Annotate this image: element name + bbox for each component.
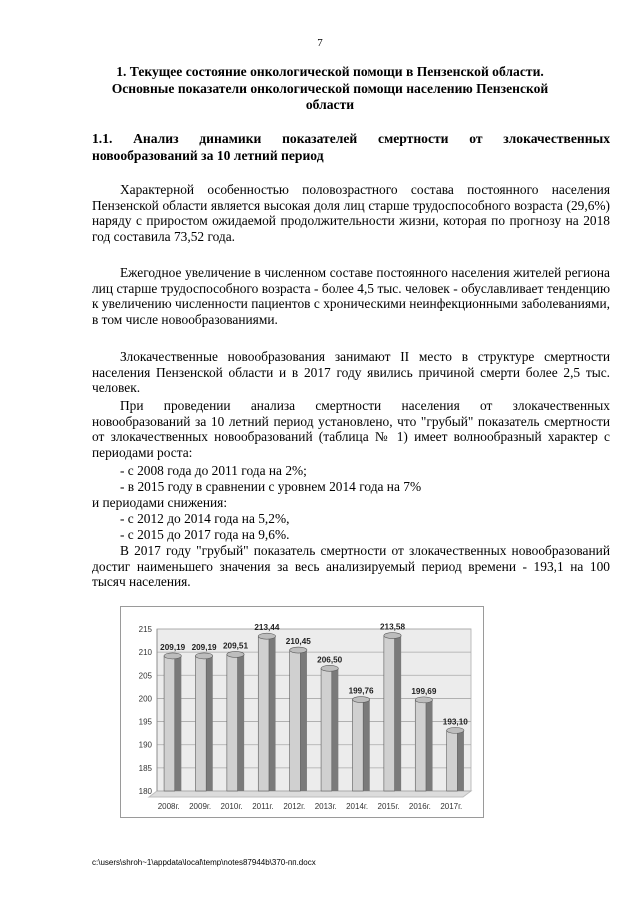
bar-shadow-face xyxy=(426,700,433,791)
bar-shadow-face xyxy=(269,636,276,791)
x-tick-label: 2012г. xyxy=(283,802,306,811)
file-path-footer: c:\users\shroh~1\appdata\local\temp\notes87944b\370-пп.docx xyxy=(92,858,316,867)
data-label: 209,19 xyxy=(160,642,186,652)
bar xyxy=(415,700,426,791)
data-label: 193,10 xyxy=(442,717,468,727)
y-tick-label: 210 xyxy=(138,648,152,658)
y-tick-label: 185 xyxy=(138,763,152,773)
y-tick-label: 205 xyxy=(138,671,152,681)
paragraph: В 2017 году "грубый" показатель смертности от злокачественных новообразований достиг наименьшего значения за весь анализируемый период времени - 193,1 на 100 тысяч населения. xyxy=(92,543,610,589)
data-label: 209,19 xyxy=(191,642,217,652)
paragraph: Злокачественные новообразования занимают II место в структуре смертности населения Пензенской области и в 2017 году явились причиной смерти более 2,5 тыс. человек. xyxy=(92,349,610,395)
bar-shadow-face xyxy=(238,654,245,791)
bar xyxy=(352,700,363,791)
x-tick-label: 2014г. xyxy=(346,802,369,811)
page-number: 7 xyxy=(317,37,323,49)
bar-top-cap xyxy=(415,697,432,703)
bar-top-cap xyxy=(258,633,275,639)
bar-top-cap xyxy=(321,665,338,671)
list-intro: и периодами снижения: xyxy=(92,495,228,510)
data-label: 210,45 xyxy=(285,637,311,647)
bar-top-cap xyxy=(384,633,401,639)
y-tick-label: 190 xyxy=(138,740,152,750)
x-tick-label: 2017г. xyxy=(440,802,463,811)
y-tick-label: 180 xyxy=(138,787,152,796)
bar-top-cap xyxy=(227,651,244,657)
data-label: 206,50 xyxy=(317,655,343,665)
data-label: 213,58 xyxy=(379,622,406,632)
bar-shadow-face xyxy=(395,636,402,791)
paragraph: Ежегодное увеличение в численном составе постоянного населения жителей региона лиц старше трудоспособного возраста - более 4,5 тыс. человек - обуславливает тенденцию к увеличению численности пациентов с хроническими неинфекционными заболеваниями, в том числе новообразованиями. xyxy=(92,265,610,327)
x-tick-label: 2013г. xyxy=(314,802,337,811)
x-tick-label: 2016г. xyxy=(408,802,431,811)
bar-shadow-face xyxy=(363,700,370,791)
paragraph: При проведении анализа смертности населения от злокачественных новообразований за 10 летний период установлено, что "грубый" показатель смертности от злокачественных новообразований (таблица № 1) имеет волнообразный характер с периодами роста: xyxy=(92,398,610,460)
bar-shadow-face xyxy=(332,668,339,791)
data-label: 209,51 xyxy=(222,641,249,651)
bar xyxy=(321,668,332,791)
bar-shadow-face xyxy=(457,730,464,791)
chart-canvas xyxy=(121,607,483,817)
data-label: 199,76 xyxy=(348,686,374,696)
list-item: - с 2012 до 2014 года на 5,2%, xyxy=(120,511,290,526)
plot-floor xyxy=(149,791,471,797)
bar xyxy=(290,650,301,791)
bar-top-cap xyxy=(352,697,369,703)
x-tick-label: 2015г. xyxy=(377,802,400,811)
paragraph: Характерной особенностью половозрастного состава постоянного населения Пензенской области является высокая доля лиц старше трудоспособного возраста (29,6%) наряду с приростом ожидаемой продолжительности жизни, которая по прогнозу на 2018 год составила 73,52 года. xyxy=(92,182,610,244)
bar xyxy=(447,730,458,791)
y-tick-label: 200 xyxy=(138,694,152,704)
bar-top-cap xyxy=(447,727,464,733)
section-heading: 1. Текущее состояние онкологической помощи в Пензенской области. Основные показатели онкологической помощи населению Пензенской области xyxy=(111,64,549,112)
bar xyxy=(164,656,175,791)
bar xyxy=(195,656,206,791)
mortality-chart xyxy=(120,606,484,818)
bar-shadow-face xyxy=(175,656,182,791)
bar xyxy=(384,636,395,791)
y-tick-label: 195 xyxy=(138,717,152,727)
bar-top-cap xyxy=(290,647,307,653)
x-tick-label: 2009г. xyxy=(189,802,212,811)
bar-shadow-face xyxy=(206,656,213,791)
bar xyxy=(227,654,238,791)
subsection-heading: 1.1. Анализ динамики показателей смертности от злокачественных новообразований за 10 летний период xyxy=(92,131,610,163)
bar-top-cap xyxy=(164,653,181,659)
x-tick-label: 2011г. xyxy=(252,802,274,811)
x-tick-label: 2008г. xyxy=(157,802,180,811)
data-label: 199,69 xyxy=(411,686,437,696)
bar-top-cap xyxy=(195,653,212,659)
list-item: - в 2015 году в сравнении с уровнем 2014 года на 7% xyxy=(120,479,422,494)
y-tick-label: 215 xyxy=(138,625,152,634)
bar-shadow-face xyxy=(300,650,307,791)
x-tick-label: 2010г. xyxy=(220,802,243,811)
bar xyxy=(258,636,269,791)
data-label: 213,44 xyxy=(254,623,280,633)
list-item: - с 2008 года до 2011 года на 2%; xyxy=(120,463,307,478)
list-item: - с 2015 до 2017 года на 9,6%. xyxy=(120,527,290,542)
